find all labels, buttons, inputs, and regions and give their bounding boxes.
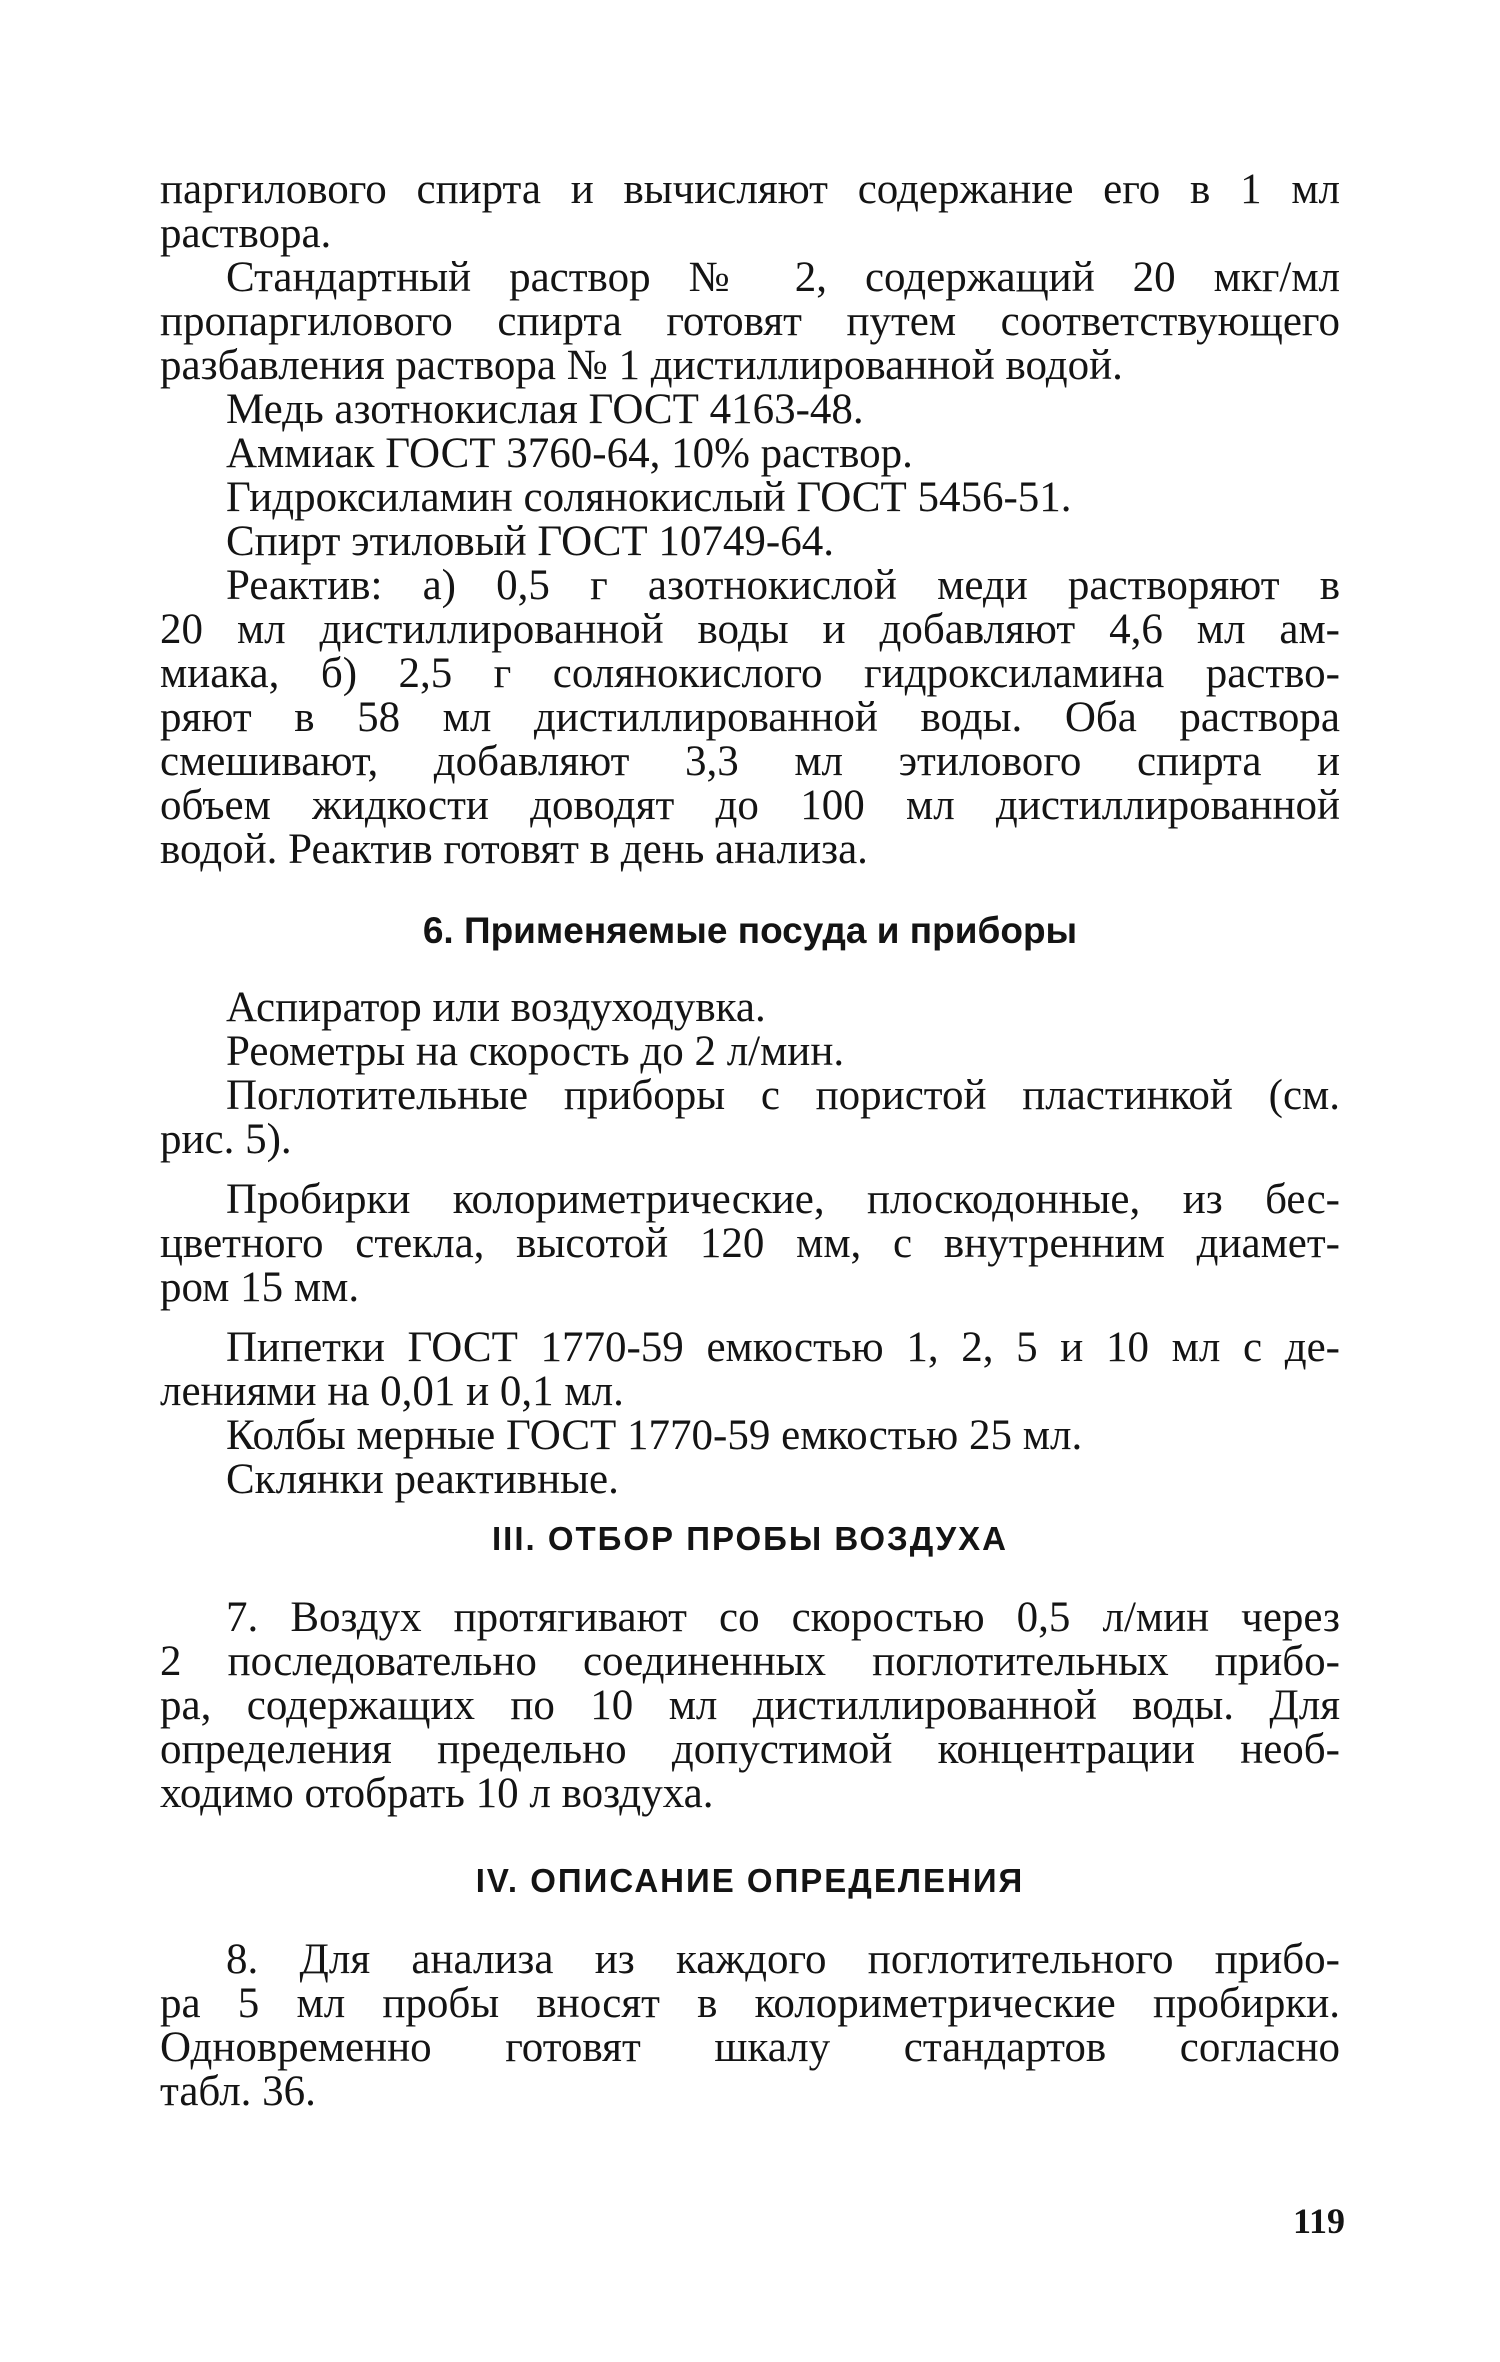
text-line: Колбы мерные ГОСТ 1770-59 емкостью 25 мл.: [226, 1412, 1083, 1459]
text-line: Пробирки колориметрические, плоскодонные, из бес-: [226, 1176, 1340, 1223]
text-line: ходимо отобрать 10 л воздуха.: [160, 1770, 714, 1817]
text-line: Стандартный раствор № 2, содержащий 20 мкг/мл: [226, 254, 1340, 301]
text-line: определения предельно допустимой концентрации необ-: [160, 1726, 1340, 1773]
text-line: табл. 36.: [160, 2068, 316, 2115]
text-line: Аммиак ГОСТ 3760-64, 10% раствор.: [226, 430, 913, 477]
text-line: ра 5 мл пробы вносят в колориметрические пробирки.: [160, 1980, 1340, 2027]
text-line: Пипетки ГОСТ 1770-59 емкостью 1, 2, 5 и 10 мл с де-: [226, 1324, 1340, 1371]
text-line: Аспиратор или воздуходувка.: [226, 984, 766, 1031]
text-line: паргилового спирта и вычисляют содержание его в 1 мл: [160, 166, 1340, 213]
page-number: 119: [1292, 2201, 1345, 2241]
text-line: ра, содержащих по 10 мл дистиллированной воды. Для: [160, 1682, 1340, 1729]
text-line: 7. Воздух протягивают со скоростью 0,5 л/мин через: [226, 1594, 1340, 1641]
text-line: смешивают, добавляют 3,3 мл этилового спирта и: [160, 738, 1340, 785]
text-block-air-sampling: [160, 1596, 1340, 1816]
section-heading-equipment: 6. Применяемые посуда и приборы: [422, 910, 1078, 951]
text-line: объем жидкости доводят до 100 мл дистиллированной: [160, 782, 1340, 829]
text-line: Одновременно готовят шкалу стандартов согласно: [160, 2024, 1340, 2071]
text-line: Реактив: а) 0,5 г азотнокислой меди растворяют в: [226, 562, 1340, 609]
text-line: 2 последовательно соединенных поглотительных прибо-: [160, 1638, 1340, 1685]
text-line: миака, б) 2,5 г солянокислого гидроксиламина раство-: [160, 650, 1340, 697]
text-line: Гидроксиламин солянокислый ГОСТ 5456-51.: [226, 474, 1072, 521]
text-block-determination: [160, 1938, 1340, 2114]
text-block-equipment: [160, 986, 1340, 1502]
text-line: Медь азотнокислая ГОСТ 4163-48.: [226, 386, 864, 433]
text-line: ром 15 мм.: [160, 1264, 360, 1311]
text-line: Склянки реактивные.: [226, 1456, 619, 1503]
text-line: раствора.: [160, 210, 332, 257]
text-line: лениями на 0,01 и 0,1 мл.: [160, 1368, 624, 1415]
text-line: рис. 5).: [160, 1116, 292, 1163]
text-line: Реометры на скорость до 2 л/мин.: [226, 1028, 845, 1075]
text-line: 8. Для анализа из каждого поглотительного прибо-: [226, 1936, 1340, 1983]
text-line: разбавления раствора № 1 дистиллированной водой.: [160, 342, 1123, 389]
text-line: пропаргилового спирта готовят путем соответствующего: [160, 298, 1340, 345]
text-block-reagents: [160, 168, 1340, 872]
text-line: цветного стекла, высотой 120 мм, с внутренним диамет-: [160, 1220, 1340, 1267]
text-line: 20 мл дистиллированной воды и добавляют 4,6 мл ам-: [160, 606, 1340, 653]
text-line: ряют в 58 мл дистиллированной воды. Оба раствора: [160, 694, 1340, 741]
text-line: водой. Реактив готовят в день анализа.: [160, 826, 868, 873]
section-heading-determination: IV. ОПИСАНИЕ ОПРЕДЕЛЕНИЯ: [475, 1862, 1025, 1899]
section-heading-air-sampling: III. ОТБОР ПРОБЫ ВОЗДУХА: [491, 1520, 1009, 1557]
text-line: Поглотительные приборы с пористой пластинкой (см.: [226, 1072, 1340, 1119]
text-line: Спирт этиловый ГОСТ 10749-64.: [226, 518, 834, 565]
